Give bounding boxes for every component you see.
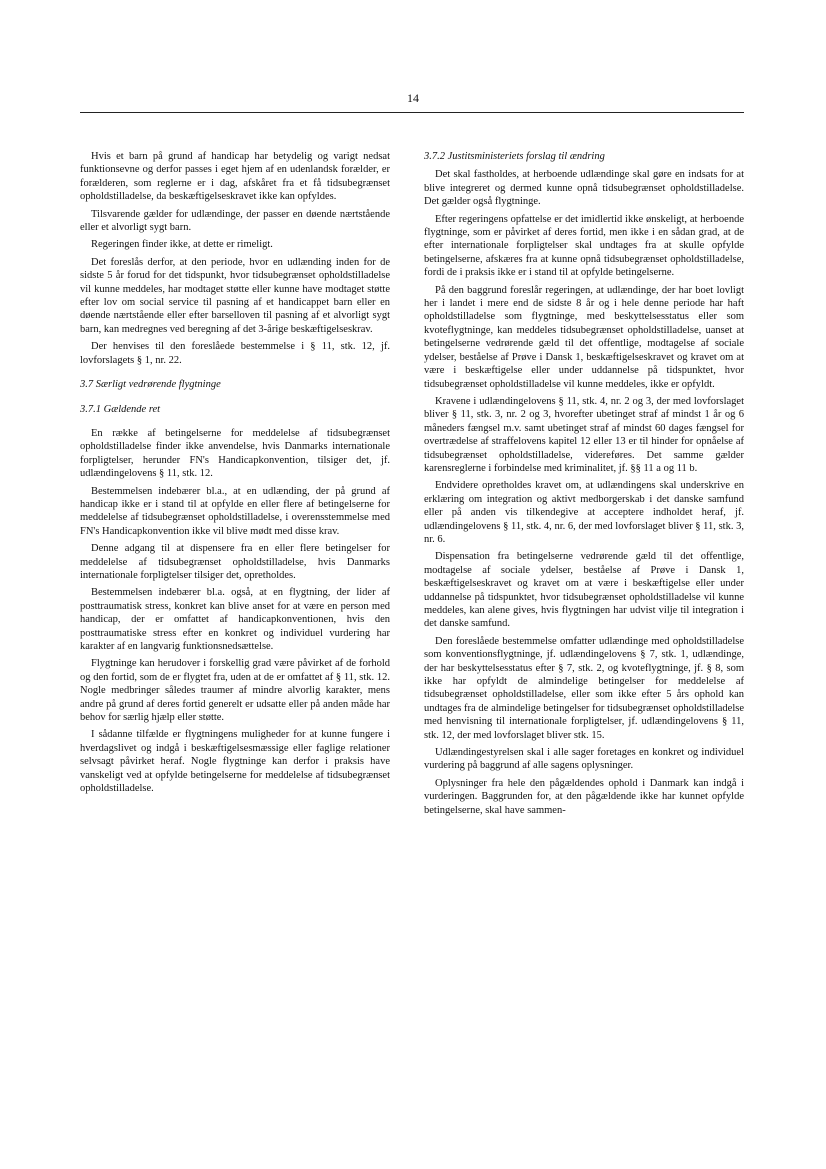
left-column (80, 150, 390, 799)
section-heading-3-7-2: 3.7.2 Justitsministeriets forslag til ændring (424, 151, 605, 162)
paragraph: Det skal fastholdes, at herboende udlændinge skal gøre en indsats for at blive integreret og dermed kunne opnå tidsubegrænset opholdstilladelse. Det gælder også flygtninge. (424, 169, 744, 208)
paragraph: Hvis et barn på grund af handicap har betydelig og varigt nedsat funktionsevne og derfor passes i eget hjem af en udenlandsk forælder, er forælderen, som reglerne er i dag, afskåret fra et få tidsubegrænset opholdstilladelse, da beskæftigelseskravet ikke kan opfyldes. (80, 151, 390, 203)
paragraph: I sådanne tilfælde er flygtningens muligheder for at kunne fungere i hverdagslivet og indgå i beskæftigelsesmæssige eller faglige relationer selvsagt påvirket heraf. Nogle flygtninge kan derfor i praksis have vanskeligt ved at opfylde betingelserne for meddelelse af tidsubegrænset opholdstilladelse. (80, 729, 390, 795)
paragraph: Endvidere opretholdes kravet om, at udlændingens skal underskrive en erklæring om integration og aktivt medborgerskab i det danske samfund eller på anden vis tilkendegive at acceptere indholdet heraf, jf. udlændingelovens § 11, stk. 4, nr. 6, der med lovforslaget bliver § 11, stk. 3, nr. 6. (424, 480, 744, 545)
page-number: 14 (407, 91, 419, 105)
paragraph: Bestemmelsen indebærer bl.a., at en udlænding, der på grund af handicap ikke er i stand til at opfylde en eller flere af betingelserne for meddelelse af tidsubegrænset opholdstilladelse, i overensstemmelse med FN's Handicapkonvention ikke vil blive mødt med disse krav. (80, 485, 390, 537)
paragraph: Det foreslås derfor, at den periode, hvor en udlænding inden for de sidste 5 år forud for det tidspunkt, hvor tidsubegrænset opholdstilladelse vil kunne meddeles, har modtaget støtte eller kunne have modtaget støtte efter lov om social service til pasning af et handicappet barn eller en døende nærtstående eller efter barselloven til pasning af et alvorligt sygt barn, kan medregnes ved beregning af det 3-årige beskæftigelseskrav. (80, 256, 390, 335)
section-heading-3-7: 3.7 Særligt vedrørende flygtninge (80, 379, 221, 391)
paragraph: Den foreslåede bestemmelse omfatter udlændinge med opholdstilladelse som konventionsflygtninge, jf. udlændingelovens § 7, stk. 1, udlændinge, der har beskyttelsesstatus efter § 7, stk. 2, og kvoteflygtninge, jf. § 8, som ikke har opfyldt de almindelige betingelser for meddelelse af tidsubegrænset opholdstilladelse, eller som ikke efter 5 års ophold kan undtages fra de almindelige betingelser for tidsubegrænset opholdstilladelse med henvisning til internationale forpligtelser, jf. udlændingelovens § 11, stk. 12, der med lovforslaget bliver stk. 15. (424, 635, 744, 741)
paragraph: Bestemmelsen indebærer bl.a. også, at en flygtning, der lider af posttraumatisk stress, konkret kan blive anset for at være en person med handicap, der er omfattet af handicapkonventionen, hvis den posttraumatiske stress efter en konkret og individuel vurdering har karakter af en langvarig funktionsnedsættelse. (80, 587, 390, 652)
paragraph: Flygtninge kan herudover i forskellig grad være påvirket af de forhold og den fortid, som de er flygtet fra, uden at de er omfattet af § 11, stk. 12. Nogle medbringer således traumer af mindre alvorlig karakter, mens andre på grund af deres fortid generelt er udsatte eller på anden måde har behov for særlig hjælp eller støtte. (80, 658, 390, 724)
paragraph: Regeringen finder ikke, at dette er rimeligt. (91, 239, 273, 251)
paragraph: Kravene i udlændingelovens § 11, stk. 4, nr. 2 og 3, der med lovforslaget bliver § 11, stk. 3, nr. 2 og 3, hvorefter ubetinget straf af mindst 1 år og 6 måneders fængsel m.v. samt ubetinget straf af mindst 60 dages fængsel for overtrædelse af straffelovens kapitel 12 eller 13 er til hinder for opnåelse af tidsubegrænset opholdstilladelse, videreføres. Det samme gælder karensreglerne i forbindelse med kriminalitet, jf. §§ 11 a og 11 b. (424, 395, 744, 474)
right-column (424, 150, 744, 821)
paragraph: Tilsvarende gælder for udlændinge, der passer en døende nærtstående eller et alvorligt sygt barn. (80, 208, 390, 234)
paragraph: Oplysninger fra hele den pågældendes ophold i Danmark kan indgå i vurderingen. Baggrunden for, at den pågældende ikke har kunnet opfylde betingelserne, skal have sammen- (424, 777, 744, 816)
paragraph: Udlændingestyrelsen skal i alle sager foretages en konkret og individuel vurdering på baggrund af alle sagens oplysninger. (424, 747, 744, 772)
paragraph: Efter regeringens opfattelse er det imidlertid ikke ønskeligt, at herboende flygtninge, som er påvirket af deres fortid, men ikke i en sådan grad, at de efter internationale forpligtelser skal undtages fra at skulle opfylde betingelserne, afskæres fra at kunne opnå tidsubegrænset opholdstilladelse, fordi de i praksis ikke er i stand til at opfylde betingelserne. (424, 213, 744, 279)
paragraph: Der henvises til den foreslåede bestemmelse i § 11, stk. 12, jf. lovforslagets § 1, nr. 22. (80, 341, 390, 366)
header-rule (80, 112, 744, 113)
paragraph: På den baggrund foreslår regeringen, at udlændinge, der har boet lovligt her i landet i mere end de sidste 8 år og i hele denne periode har haft opholdstilladelse som flygtninge, med beskyttelsesstatus eller som kvoteflygtninge, kan meddeles tidsubegrænset opholdstilladelse, uanset at betingelserne vedrørende gæld til det offentlige, modtagelse af sociale ydelser, beståelse af Prøve i Dansk 1, beskæftigelseskravet og kravet om at være i beskæftigelse eller under uddannelse på tidspunktet, hvor tidsubegrænset opholdstilladelse vil kunne meddeles, ikke er opfyldt. (424, 284, 744, 390)
paragraph: Dispensation fra betingelserne vedrørende gæld til det offentlige, modtagelse af sociale ydelser, beståelse af Prøve i Dansk 1, beskæftigelseskravet og kravet om at være i beskæftigelse eller under uddannelse på tidspunktet, hvor tidsubegrænset opholdstilladelse vil kunne meddeles, kan alene gives, hvis flygtningen har udvist vilje til integration i det danske samfund. (424, 551, 744, 630)
paragraph: Denne adgang til at dispensere fra en eller flere betingelser for meddelelse af tidsubegrænset opholdstilladelse, hvis Danmarks internationale forpligtelser tilsiger det, opretholdes. (80, 543, 390, 581)
paragraph: En række af betingelserne for meddelelse af tidsubegrænset opholdstilladelse finder ikke anvendelse, hvis Danmarks internationale forpligtelser, herunder FN's Handicapkonvention, tilsiger det, jf. udlændingelovens § 11, stk. 12. (80, 427, 390, 480)
section-heading-3-7-1: 3.7.1 Gældende ret (80, 403, 161, 415)
